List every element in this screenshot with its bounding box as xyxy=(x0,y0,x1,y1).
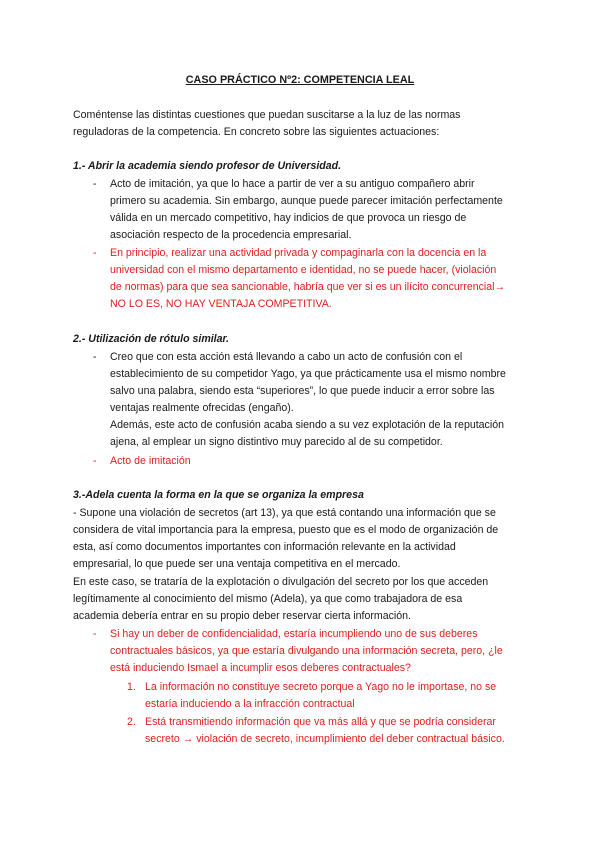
s3-p1-line: empresarial, lo que puede ser una ventaja competitiva en el mercado. xyxy=(73,558,401,570)
bullet-dash: - xyxy=(93,455,97,467)
s1-b2-line: universidad con el mismo departamento e identidad, no se puede hacer, (violación xyxy=(110,264,497,276)
s2-b2-line: Acto de imitación xyxy=(110,455,191,467)
s2-b1-line: Creo que con esta acción está llevando a cabo un acto de confusión con el xyxy=(110,351,463,363)
bullet-dash: - xyxy=(93,247,97,259)
s1-b1-line: válida en un mercado competitivo, hay indicios de que provoca un riesgo de xyxy=(110,212,467,224)
s1-b2-line: NO LO ES, NO HAY VENTAJA COMPETITIVA. xyxy=(110,298,332,310)
list-number: 2. xyxy=(127,716,136,728)
s3-n1-line: estaría induciendo a la infracción contractual xyxy=(145,698,355,710)
page-title: CASO PRÁCTICO Nº2: COMPETENCIA LEAL xyxy=(185,74,415,86)
intro-line-2: reguladoras de la competencia. En concreto sobre las siguientes actuaciones: xyxy=(73,126,440,138)
s1-b2-line: En principio, realizar una actividad privada y compaginarla con la docencia en la xyxy=(110,247,487,259)
s3-b1-line: Si hay un deber de confidencialidad, estaría incumpliendo uno de sus deberes xyxy=(110,628,478,640)
s3-b1-line: está induciendo Ismael a incumplir esos deberes contractuales? xyxy=(110,662,411,674)
bullet-dash: - xyxy=(93,628,97,640)
s1-b1-line: primero su academia. Sin embargo, aunque puede parecer imitación perfectamente xyxy=(110,195,503,207)
s2-b1-line: establecimiento de su competidor Yago, ya que prácticamente usa el mismo nombre xyxy=(110,368,506,380)
s3-n1-line: La información no constituye secreto porque a Yago no le importase, no se xyxy=(145,681,497,693)
s3-p1-line: esta, así como documentos importantes con información relevante en la actividad xyxy=(73,541,456,553)
bullet-dash: - xyxy=(93,178,97,190)
section-1-heading: 1.- Abrir la academia siendo profesor de Universidad. xyxy=(73,160,342,172)
s3-p2-line: En este caso, se trataría de la explotación o divulgación del secreto por los que acceden xyxy=(73,576,489,588)
s3-n2-line: secreto → violación de secreto, incumplimiento del deber contractual básico. xyxy=(145,733,505,745)
list-number: 1. xyxy=(127,681,136,693)
s3-p1-line: - Supone una violación de secretos (art 13), ya que está contando una información que se xyxy=(73,507,496,519)
s2-b1-line: ajena, al emplear un signo distintivo muy parecido al de su competidor. xyxy=(110,436,443,448)
intro-line-1: Coméntense las distintas cuestiones que puedan suscitarse a la luz de las normas xyxy=(73,109,461,121)
s1-b1-line: Acto de imitación, ya que lo hace a partir de ver a su antiguo compañero abrir xyxy=(110,178,475,190)
s3-p2-line: legítimamente al conocimiento del mismo (Adela), ya que como trabajadora de esa xyxy=(73,593,463,605)
s1-b1-line: asociación respecto de la procedencia empresarial. xyxy=(110,229,352,241)
section-2-heading: 2.- Utilización de rótulo similar. xyxy=(73,333,229,345)
bullet-dash: - xyxy=(93,351,97,363)
s2-b1-line: ventajas realmente ofrecidas (engaño). xyxy=(110,402,294,414)
s3-b1-line: contractuales básicos, ya que estaría divulgando una información secreta, pero, ¿le xyxy=(110,645,503,657)
s3-n2-line: Está transmitiendo información que va más allá y que se podría considerar xyxy=(145,716,496,728)
s2-b1-line: Además, este acto de confusión acaba siendo a su vez explotación de la reputación xyxy=(110,419,504,431)
s2-b1-line: salvo una palabra, siendo esta “superiores”, lo que puede inducir a error sobre las xyxy=(110,385,495,397)
s3-p2-line: academia debería entrar en su propio deber reservar cierta información. xyxy=(73,610,412,622)
s1-b2-line: de normas) para que sea sancionable, habría que ver si es un ilícito concurrencial→ xyxy=(110,281,506,293)
s3-p1-line: considera de vital importancia para la empresa, puesto que es el modo de organización de xyxy=(73,524,499,536)
section-3-heading: 3.-Adela cuenta la forma en la que se organiza la empresa xyxy=(73,489,364,501)
